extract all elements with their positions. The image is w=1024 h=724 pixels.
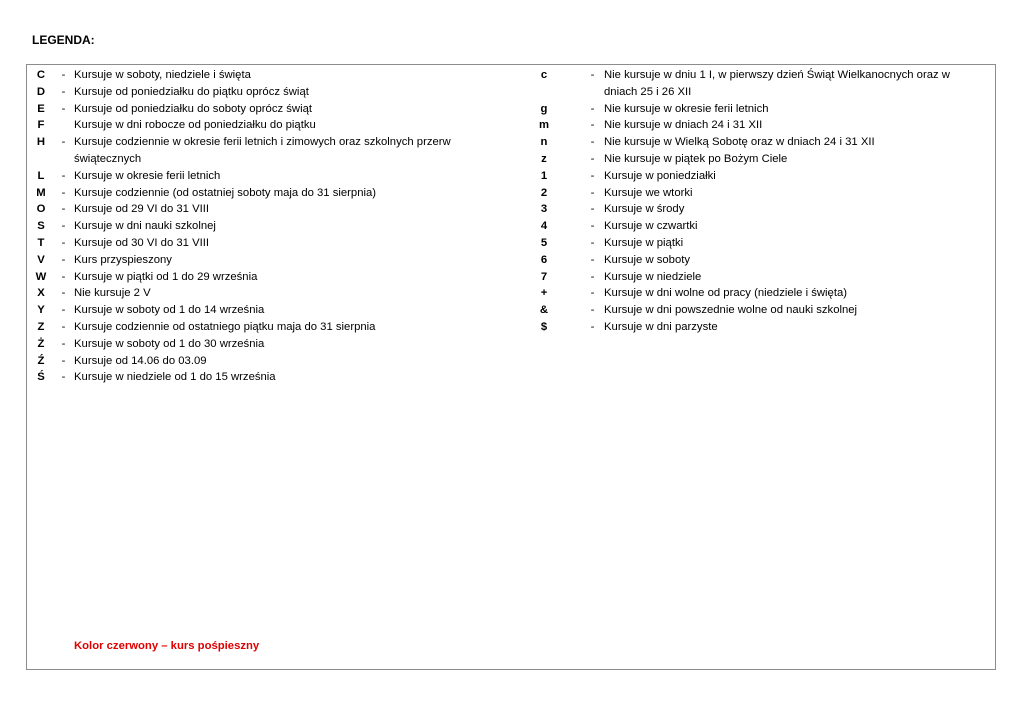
legend-code: 3	[540, 203, 548, 216]
legend-dash: -	[590, 102, 595, 115]
legend-code: L	[37, 169, 45, 182]
legend-row	[505, 168, 995, 185]
legend-box	[26, 64, 996, 670]
legend-row	[27, 101, 505, 118]
legend-description: Kursuje codziennie od ostatniego piątku maja do 31 sierpnia	[74, 320, 376, 333]
legend-dash: -	[61, 337, 66, 350]
legend-code: 4	[540, 220, 548, 233]
legend-description: Kursuje od poniedziałku do soboty oprócz świąt	[74, 102, 313, 115]
legend-code: 6	[540, 253, 548, 266]
legend-description: Kursuje w czwartki	[604, 220, 698, 233]
legend-description: Kursuje w dni parzyste	[604, 320, 718, 333]
legend-code: S	[37, 220, 45, 233]
legend-dash: -	[61, 220, 66, 233]
legend-dash: -	[61, 320, 66, 333]
legend-code: C	[36, 69, 46, 81]
legend-code: n	[540, 136, 548, 149]
legend-code: c	[540, 69, 548, 81]
legend-description: Kursuje codziennie (od ostatniej soboty maja do 31 sierpnia)	[74, 186, 377, 199]
legend-description: Kursuje w dni nauki szkolnej	[74, 220, 216, 233]
legend-row	[27, 201, 505, 218]
legend-description: Kursuje we wtorki	[604, 186, 693, 199]
legend-description: Kursuje w niedziele od 1 do 15 września	[74, 371, 276, 384]
legend-description: Nie kursuje w dniu 1 I, w pierwszy dzień Świąt Wielkanocnych oraz w dniach 25 i 26 XII	[604, 69, 950, 98]
legend-dash: -	[590, 287, 595, 300]
legend-row	[505, 117, 995, 134]
legend-row	[27, 319, 505, 336]
legend-code: O	[36, 203, 46, 216]
legend-description: Nie kursuje w dniach 24 i 31 XII	[604, 119, 763, 132]
legend-code: &	[539, 304, 549, 317]
legend-dash: -	[61, 236, 66, 249]
legend-code: Ź	[37, 354, 45, 367]
legend-row	[27, 302, 505, 319]
legend-dash: -	[590, 152, 595, 165]
legend-code: 5	[540, 236, 548, 249]
legend-description: Kursuje w dni wolne od pracy (niedziele i święta)	[604, 287, 847, 300]
legend-description: Kurs przyspieszony	[74, 253, 172, 266]
legend-row	[27, 168, 505, 185]
legend-row	[27, 269, 505, 286]
legend-code: W	[35, 270, 47, 283]
legend-dash: -	[590, 220, 595, 233]
legend-row	[27, 84, 505, 101]
legend-row	[27, 285, 505, 302]
legend-dash: -	[61, 85, 66, 98]
legend-row	[505, 252, 995, 269]
legend-row	[505, 269, 995, 286]
legend-dash: -	[590, 69, 595, 81]
legend-left-column	[27, 67, 505, 386]
legend-description: Kursuje w piątki od 1 do 29 września	[74, 270, 258, 283]
legend-row	[505, 285, 995, 302]
legend-code: z	[541, 152, 547, 165]
legend-description: Kursuje od poniedziałku do piątku oprócz świąt	[74, 85, 309, 98]
legend-row	[505, 67, 995, 101]
legend-description: Kursuje w soboty	[604, 253, 691, 266]
legend-code: 1	[540, 169, 548, 182]
legend-dash: -	[61, 371, 66, 384]
legend-dash: -	[61, 186, 66, 199]
legend-dash: -	[61, 304, 66, 317]
legend-row	[505, 101, 995, 118]
legend-right-column	[505, 67, 995, 336]
legend-row	[505, 201, 995, 218]
legend-description: Nie kursuje w Wielką Sobotę oraz w dniach 24 i 31 XII	[604, 136, 875, 149]
legend-dash: -	[590, 136, 595, 149]
legend-dash: -	[590, 203, 595, 216]
legend-dash: -	[61, 169, 66, 182]
red-color-note: Kolor czerwony – kurs pośpieszny	[74, 640, 260, 652]
legend-row	[27, 185, 505, 202]
legend-dash: -	[61, 136, 66, 149]
legend-row	[27, 67, 505, 84]
legend-row	[505, 218, 995, 235]
legend-description: Kursuje od 30 VI do 31 VIII	[74, 236, 210, 249]
legend-row	[27, 218, 505, 235]
legend-description: Kursuje w dni powszednie wolne od nauki szkolnej	[604, 304, 858, 317]
legend-code: $	[540, 320, 548, 333]
legend-dash: -	[590, 169, 595, 182]
legend-dash: -	[590, 270, 595, 283]
legend-description: Kursuje codziennie w okresie ferii letnich i zimowych oraz szkolnych przerw świątecznych	[74, 136, 451, 165]
legend-code: V	[37, 253, 45, 266]
legend-description: Kursuje w okresie ferii letnich	[74, 169, 221, 182]
legend-code: g	[540, 102, 548, 115]
legend-code: Z	[37, 320, 45, 333]
legend-description: Kursuje od 29 VI do 31 VIII	[74, 203, 210, 216]
legend-code: Ś	[37, 371, 45, 384]
legend-description: Kursuje w środy	[604, 203, 685, 216]
legend-dash: -	[61, 69, 66, 81]
legend-code: +	[540, 287, 548, 300]
legend-code: X	[37, 287, 45, 300]
legend-code: Y	[37, 304, 45, 317]
legend-description: Kursuje w soboty od 1 do 14 września	[74, 304, 265, 317]
page-title: LEGENDA:	[32, 33, 95, 47]
legend-description: Nie kursuje w okresie ferii letnich	[604, 102, 769, 115]
legend-description: Kursuje w dni robocze od poniedziałku do piątku	[74, 119, 316, 132]
legend-code: M	[36, 186, 46, 199]
legend-dash: -	[590, 186, 595, 199]
legend-row	[505, 319, 995, 336]
legend-row	[505, 151, 995, 168]
legend-code: 7	[540, 270, 548, 283]
legend-dash: -	[590, 320, 595, 333]
legend-description: Kursuje w piątki	[604, 236, 684, 249]
legend-description: Nie kursuje w piątek po Bożym Ciele	[604, 152, 788, 165]
legend-row	[27, 117, 505, 134]
legend-description: Kursuje w poniedziałki	[604, 169, 716, 182]
legend-description: Kursuje w niedziele	[604, 270, 702, 283]
legend-dash: -	[590, 119, 595, 132]
legend-dash: -	[61, 354, 66, 367]
legend-row	[27, 252, 505, 269]
legend-dash: -	[590, 236, 595, 249]
legend-dash: -	[61, 102, 66, 115]
legend-dash: -	[590, 304, 595, 317]
legend-row	[27, 353, 505, 370]
legend-code: E	[37, 102, 45, 115]
legend-code: F	[37, 119, 45, 132]
legend-dash: -	[61, 287, 66, 300]
legend-dash: -	[590, 253, 595, 266]
legend-row	[27, 235, 505, 252]
legend-description: Kursuje w soboty od 1 do 30 września	[74, 337, 265, 350]
legend-row	[505, 134, 995, 151]
legend-code: 2	[540, 186, 548, 199]
legend-dash: -	[61, 203, 66, 216]
legend-description: Nie kursuje 2 V	[74, 287, 151, 300]
legend-description: Kursuje od 14.06 do 03.09	[74, 354, 207, 367]
legend-row	[27, 336, 505, 353]
legend-row	[505, 185, 995, 202]
legend-code: Ż	[37, 337, 45, 350]
legend-row	[505, 235, 995, 252]
legend-code: H	[36, 136, 46, 149]
legend-code: T	[37, 236, 45, 249]
legend-dash: -	[61, 253, 66, 266]
legend-description: Kursuje w soboty, niedziele i święta	[74, 69, 251, 81]
legend-row	[505, 302, 995, 319]
legend-dash: -	[61, 270, 66, 283]
legend-code: m	[538, 119, 550, 132]
legend-code: D	[36, 85, 46, 98]
legend-row	[27, 134, 505, 168]
legend-row	[27, 369, 505, 386]
